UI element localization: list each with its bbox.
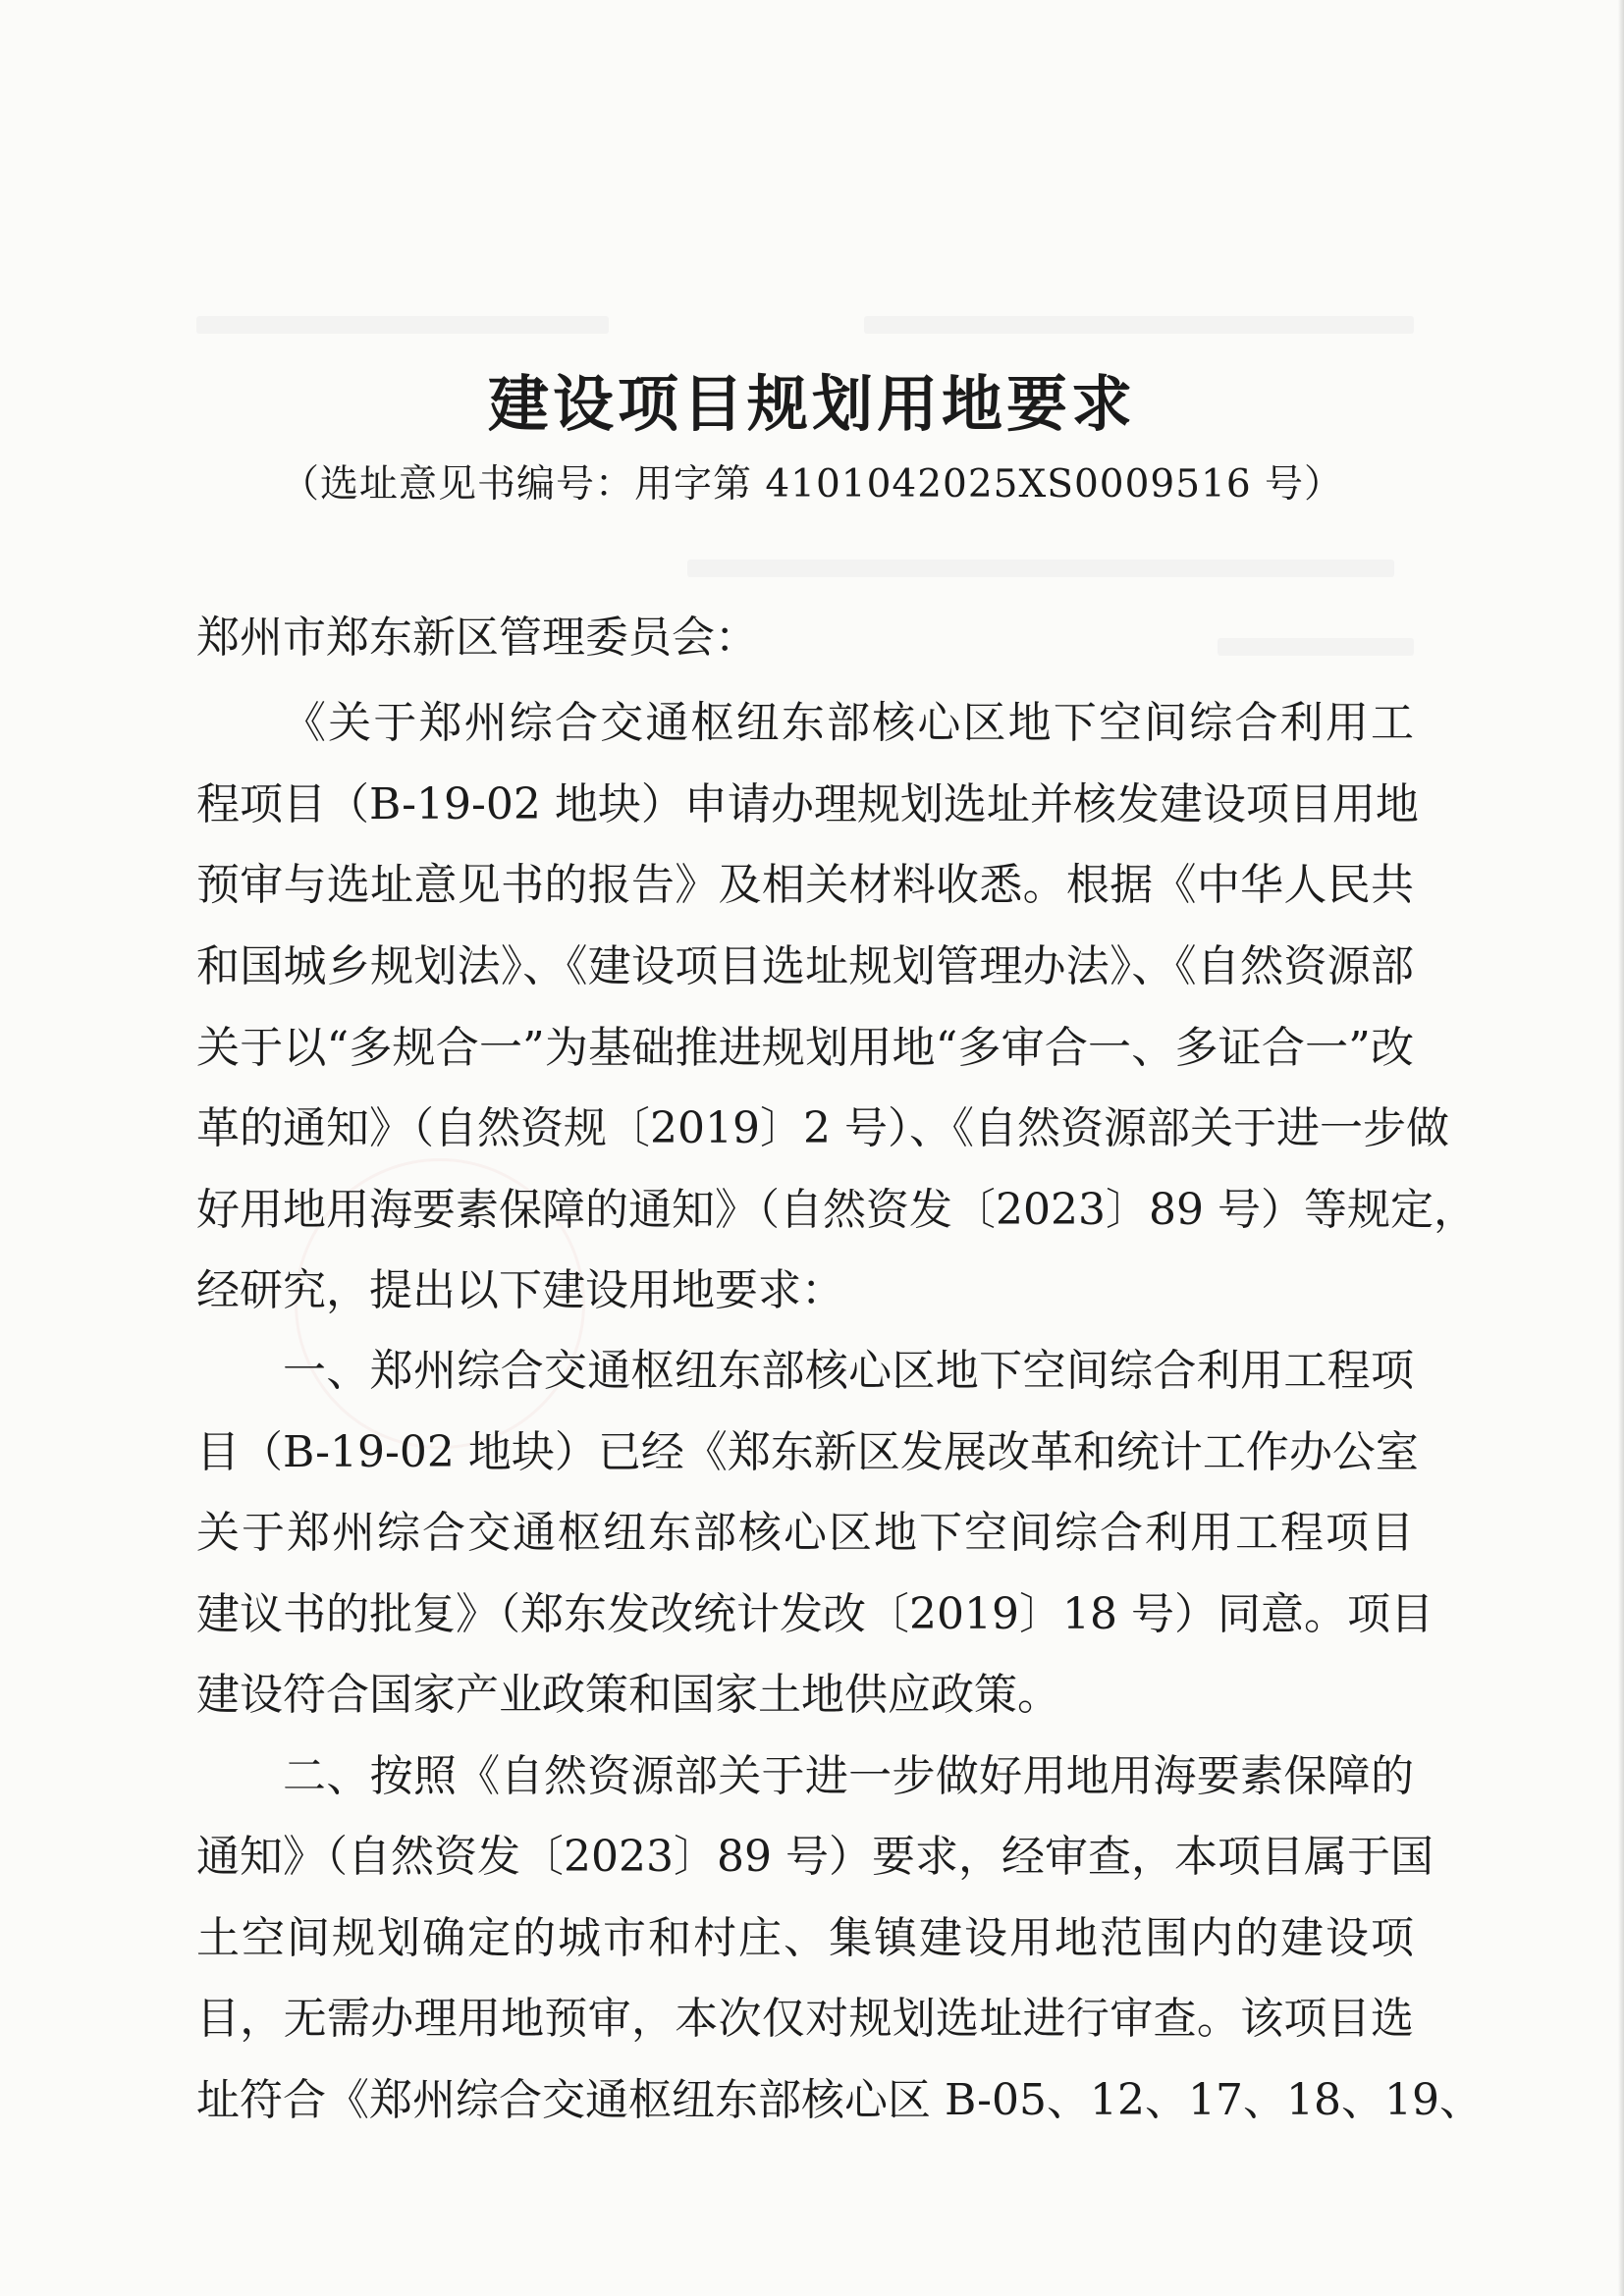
paragraph-line: 程项目（B-19-02 地块）申请办理规划选址并核发建设项目用地 bbox=[196, 779, 1419, 829]
paragraph-line: 通知》（自然资发〔2023〕89 号）要求，经审查，本项目属于国 bbox=[196, 1832, 1434, 1882]
paragraph-line: 预审与选址意见书的报告》及相关材料收悉。根据《中华人民共 bbox=[196, 860, 1414, 910]
paragraph-line: 建议书的批复》（郑东发改统计发改〔2019〕18 号）同意。项目 bbox=[196, 1589, 1434, 1639]
paragraph-line: 关于郑州综合交通枢纽东部核心区地下空间综合利用工程项目 bbox=[196, 1508, 1414, 1558]
paragraph-line: 土空间规划确定的城市和村庄、集镇建设用地范围内的建设项 bbox=[196, 1913, 1414, 1963]
paragraph-line: 目（B-19-02 地块）已经《郑东新区发展改革和统计工作办公室 bbox=[196, 1427, 1419, 1477]
paragraph-line: 革的通知》（自然资规〔2019〕2 号）、《自然资源部关于进一步做 bbox=[196, 1103, 1449, 1153]
paragraph-line: 目，无需办理用地预审，本次仅对规划选址进行审查。该项目选 bbox=[196, 1994, 1414, 2044]
paragraph-line: 建设符合国家产业政策和国家土地供应政策。 bbox=[196, 1670, 1060, 1720]
paragraph-line: 址符合《郑州综合交通枢纽东部核心区 B-05、12、17、18、19、 bbox=[196, 2075, 1483, 2125]
scan-ghost bbox=[864, 316, 1414, 334]
document-number: （选址意见书编号：用字第 4101042025XS0009516 号） bbox=[280, 462, 1344, 507]
scan-edge bbox=[1618, 0, 1624, 2296]
paragraph-line: 好用地用海要素保障的通知》（自然资发〔2023〕89 号）等规定， bbox=[196, 1185, 1477, 1235]
paragraph-line: 关于以“多规合一”为基础推进规划用地“多审合一、多证合一”改 bbox=[196, 1023, 1414, 1073]
paragraph-line: 二、按照《自然资源部关于进一步做好用地用海要素保障的 bbox=[283, 1751, 1414, 1801]
salutation: 郑州市郑东新区管理委员会： bbox=[196, 613, 758, 663]
paragraph-line: 一、郑州综合交通枢纽东部核心区地下空间综合利用工程项 bbox=[283, 1346, 1414, 1396]
paragraph-line: 《关于郑州综合交通枢纽东部核心区地下空间综合利用工 bbox=[283, 698, 1414, 748]
scan-ghost bbox=[687, 560, 1394, 577]
scan-ghost bbox=[196, 316, 609, 334]
document-title: 建设项目规划用地要求 bbox=[487, 368, 1136, 440]
paragraph-line: 经研究，提出以下建设用地要求： bbox=[196, 1265, 844, 1315]
paragraph-line: 和国城乡规划法》、《建设项目选址规划管理办法》、《自然资源部 bbox=[196, 941, 1414, 991]
